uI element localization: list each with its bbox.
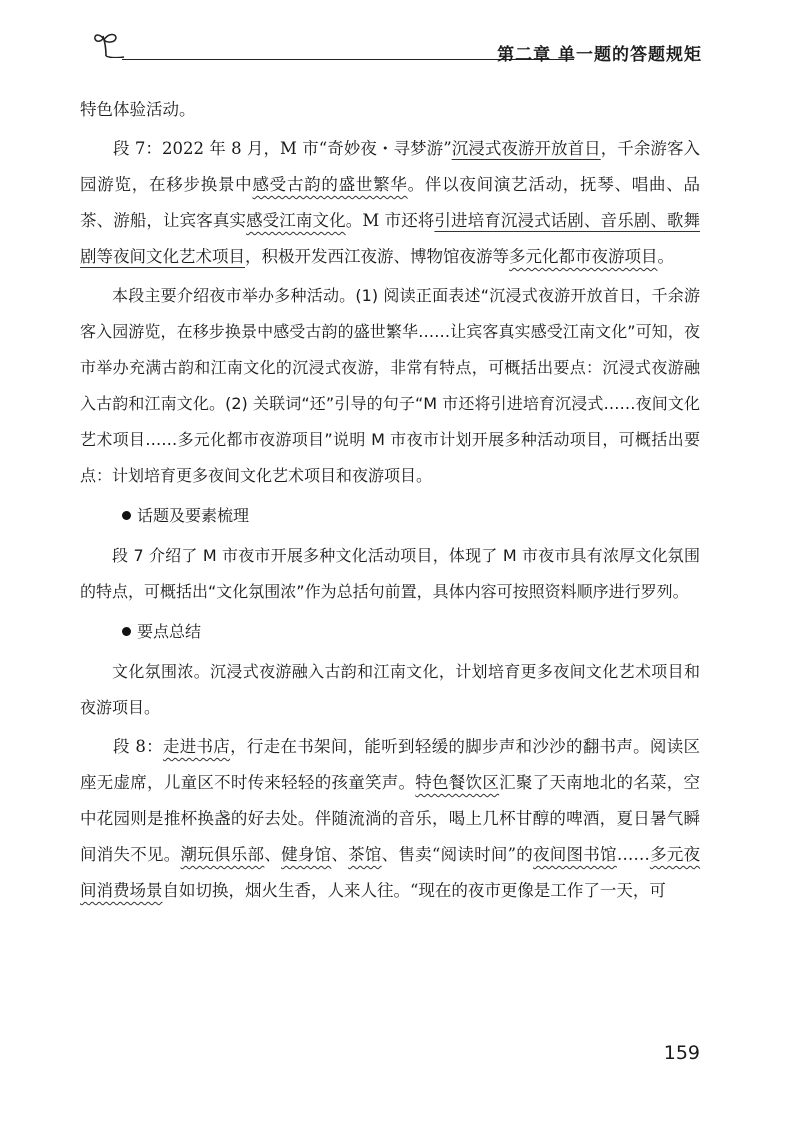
wavy-underlined-phrase: 夜间图书馆 [533, 845, 617, 864]
page-number: 159 [663, 1042, 700, 1064]
wavy-underlined-phrase: 多元夜间消费场景 [80, 845, 701, 900]
wavy-underlined-phrase: 健身馆 [281, 845, 332, 864]
wavy-underlined-phrase: 感受江南文化 [246, 211, 346, 230]
section-heading-summary: 要点总结 [80, 614, 700, 650]
chapter-title: 第二章 单一题的答题规矩 [497, 45, 702, 65]
analysis-paragraph: 本段主要介绍夜市举办多种活动。(1) 阅读正面表述“沉浸式夜游开放首日，千余游客入园游览，在移步换景中感受古韵的盛世繁华……让宾客真实感受江南文化”可知，夜市举办充满古韵和江南文化的沉浸式夜游，非常有特点，可概括出要点：沉浸式夜游融入古韵和江南文化。(2) 关联词“还”引导的句子“M 市还将引进培育沉浸式……夜间文化艺术项目……多元化都市夜游项目”说明 M 市夜市计划开展多种活动项目，可概括出要点：计划培育更多夜间文化艺术项目和夜游项目。 [80, 286, 700, 485]
wavy-underlined-phrase: 多元化都市夜游项目 [509, 247, 658, 266]
wavy-underlined-phrase: 茶馆 [348, 845, 382, 864]
sprout-icon [92, 30, 126, 58]
paragraph-section-7: 段 7：2022 年 8 月，M 市“奇妙夜・寻梦游”沉浸式夜游开放首日，千余游客入园游览，在移步换景中感受古韵的盛世繁华。伴以夜间演艺活动，抚琴、唱曲、品茶、游船，让宾客真实感受江南文化。M 市还将引进培育沉浸式话剧、音乐剧、歌舞剧等夜间文化艺术项目，积极开发西江夜游、博物馆夜游等多元化都市夜游项目。 [80, 139, 701, 266]
wavy-underlined-phrase: 潮玩俱乐部 [180, 845, 265, 864]
page-body [80, 92, 700, 912]
topic-paragraph: 段 7 介绍了 M 市夜市开展多种文化活动项目，体现了 M 市夜市具有浓厚文化氛围的特点，可概括出“文化氛围浓”作为总括句前置，具体内容可按照资料顺序进行罗列。 [80, 546, 700, 601]
wavy-underlined-phrase: 特色餐饮区 [415, 773, 500, 792]
wavy-underlined-phrase: 走进书店 [162, 737, 231, 756]
paragraph-section-8: 段 8：走进书店，行走在书架间，能听到轻缓的脚步声和沙沙的翻书声。阅读区座无虚席，儿童区不时传来轻轻的孩童笑声。特色餐饮区汇聚了天南地北的名菜，空中花园则是推杯换盏的好去处。伴随流淌的音乐，喝上几杯甘醇的啤酒，夏日暑气瞬间消失不见。潮玩俱乐部、健身馆、茶馆、售卖“阅读时间”的夜间图书馆……多元夜间消费场景自如切换，烟火生香，人来人往。“现在的夜市更像是工作了一天，可 [80, 737, 701, 900]
bullet-icon [122, 627, 131, 636]
wavy-underlined-phrase: 感受古韵的盛世繁华 [252, 175, 408, 194]
summary-paragraph: 文化氛围浓。沉浸式夜游融入古韵和江南文化，计划培育更多夜间文化艺术项目和夜游项目。 [80, 662, 700, 717]
section-heading-topic: 话题及要素梳理 [80, 498, 700, 534]
running-header [92, 26, 702, 68]
bullet-icon [122, 511, 131, 520]
paragraph-continued: 特色体验活动。 [80, 100, 196, 119]
underlined-phrase: 沉浸式夜游开放首日 [451, 139, 601, 158]
underlined-phrase: 引进培育沉浸式话剧、音乐剧、歌舞剧等夜间文化艺术项目 [80, 211, 701, 266]
